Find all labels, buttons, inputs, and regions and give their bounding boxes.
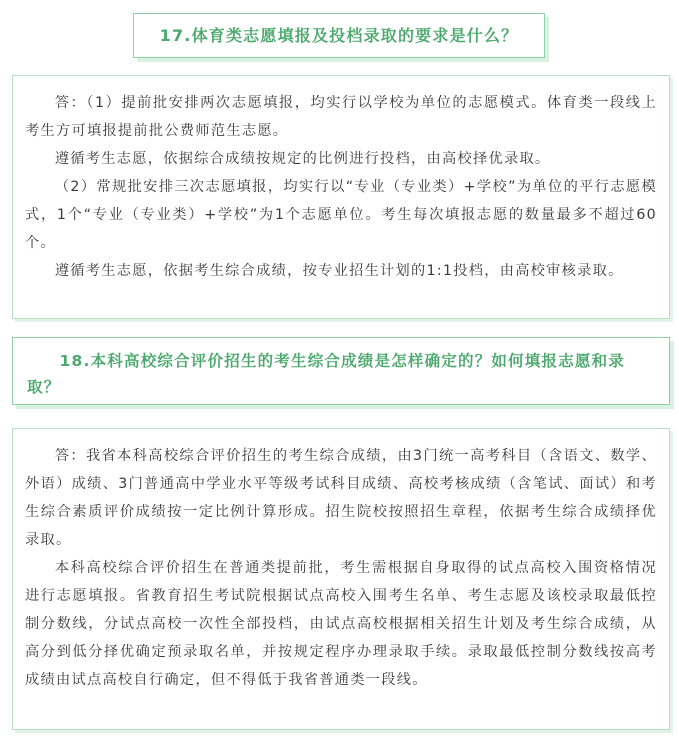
answer-17-paragraph-3: （2）常规批安排三次志愿填报，均实行以“专业（专业类）+学校”为单位的平行志愿模式，1个“专业（专业类）+学校”为1个志愿单位。考生每次填报志愿的数量最多不超过60个。 (25, 179, 657, 251)
answer-18-paragraph-1: 答：我省本科高校综合评价招生的考生综合成绩，由3门统一高考科目（含语文、数学、外语）成绩、3门普通高中学业水平等级考试科目成绩、高校考核成绩（含笔试、面试）和考生综合素质评价成绩按一定比例计算形成。招生院校按照招生章程，依据考生综合成绩择优录取。 (25, 448, 657, 548)
question-17-title: 17.体育类志愿填报及投档录取的要求是什么？ (159, 26, 519, 45)
answer-18-paragraph-2: 本科高校综合评价招生在普通类提前批，考生需根据自身取得的试点高校入围资格情况进行志愿填报。省教育招生考试院根据试点高校入围考生名单、考生志愿及该校录取最低控制分数线，分试点高校一次性全部投档，由试点高校根据相关招生计划及考生综合成绩，从高分到低分择优确定预录取名单，并按规定程序办理录取手续。录取最低控制分数线按高考成绩由试点高校自行确定，但不得低于我省普通类一段线。 (25, 560, 657, 688)
question-17-box (133, 13, 545, 58)
answer-18-box (12, 428, 670, 730)
answer-17-paragraph-4: 遵循考生志愿，依据考生综合成绩，按专业招生计划的1:1投档，由高校审核录取。 (54, 263, 624, 279)
question-18-box (12, 337, 670, 405)
question-18-title: 18.本科高校综合评价招生的考生综合成绩是怎样确定的？如何填报志愿和录取？ (27, 352, 626, 396)
answer-17-paragraph-2: 遵循考生志愿，依据综合成绩按规定的比例进行投档，由高校择优录取。 (54, 151, 551, 167)
answer-17-box (12, 75, 670, 319)
answer-17-paragraph-1: 答：（1）提前批安排两次志愿填报，均实行以学校为单位的志愿模式。体育类一段线上考生方可填报提前批公费师范生志愿。 (25, 95, 657, 139)
